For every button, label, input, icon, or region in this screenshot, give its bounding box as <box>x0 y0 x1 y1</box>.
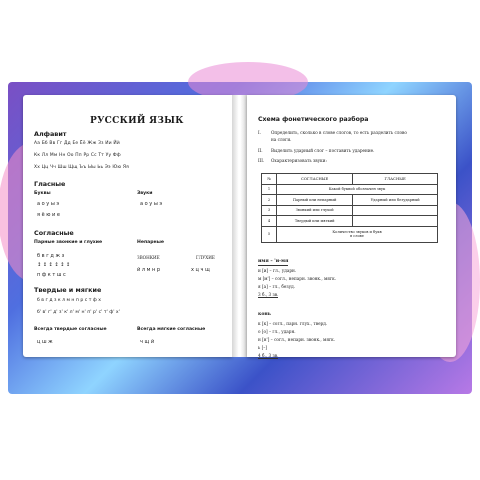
table-cell <box>353 205 438 216</box>
voiceless-label: ГЛУХИЕ <box>196 255 215 260</box>
always-soft-row: ч щ й <box>140 339 155 345</box>
table-header: № <box>262 174 277 185</box>
paired-voiceless-row: п ф к т ш с <box>37 272 66 278</box>
section-heading: Твердые и мягкие <box>34 286 102 294</box>
table-cell: Твердый или мягкий <box>277 216 353 227</box>
always-hard-row: ц ш ж <box>37 339 53 345</box>
section-heading: Согласные <box>34 229 74 237</box>
example-line: я [а] – гл., безуд. <box>258 284 295 289</box>
table-header: СОГЛАСНЫЕ <box>277 174 353 185</box>
sounds-row: а о у ы э <box>140 201 163 207</box>
unpaired-voiceless-row: х ц ч щ <box>191 267 210 273</box>
table-cell-line: Количество звуков и букв <box>332 230 382 234</box>
table-cell: Какой буквой обозначен звук <box>277 184 438 195</box>
table-cell: 1 <box>262 184 277 195</box>
voiced-label: ЗВОНКИЕ <box>137 255 160 260</box>
step-text: на слоги. <box>271 137 292 142</box>
table-cell: 3 <box>262 205 277 216</box>
table-cell <box>353 216 438 227</box>
table-row <box>262 205 438 216</box>
step-number: I. <box>258 130 261 135</box>
subheading: Звуки <box>137 191 153 196</box>
table-cell: Ударный или безударный <box>353 195 438 206</box>
example-line: о [о] – гл., ударн. <box>258 329 296 334</box>
step-text: Выделить ударный слог – поставить ударение. <box>271 148 375 153</box>
alphabet-row: Кк Лл Мм Нн Оо Пп Рр Сс Тт Уу Фф <box>34 153 121 158</box>
table-row <box>262 226 438 242</box>
unpaired-voiced-row: й л м н р <box>137 267 161 273</box>
example-word: конь <box>258 312 271 317</box>
phonetic-table <box>261 173 438 243</box>
step-text: Определить, сколько в слове слогов, то есть разделить слово <box>271 130 407 135</box>
step-number: III. <box>258 158 265 163</box>
example-word: имя – 'и-мя <box>258 259 289 264</box>
example-line: к [к] – согл., парн. глух., тверд. <box>258 321 328 326</box>
example-total: 4 б., 3 зв. <box>258 353 279 358</box>
table-cell: 2 <box>262 195 277 206</box>
subheading: Всегда твердые согласные <box>34 327 107 332</box>
paired-voiced-row: б в г д ж з <box>37 253 65 259</box>
table-cell: 4 <box>262 216 277 227</box>
subheading: Всегда мягкие согласные <box>137 327 206 332</box>
letters-row: я ё ю и е <box>37 212 60 218</box>
subheading: Буквы <box>34 191 51 196</box>
page-title: Схема фонетического разбора <box>258 116 369 123</box>
table-cell: Звонкий или глухой <box>277 205 353 216</box>
example-line: и [и] – гл., ударн. <box>258 268 297 273</box>
table-cell-line: в слове <box>350 234 364 238</box>
example-line: м [м'] – согл., непарн. звонк., мягк. <box>258 276 337 281</box>
letters-row: а о у ы э <box>37 201 60 207</box>
section-heading: Гласные <box>34 180 66 188</box>
table-header-row <box>262 174 438 185</box>
table-row <box>262 184 438 195</box>
section-heading: Алфавит <box>34 130 67 138</box>
example-line: ь [–] <box>258 345 267 350</box>
paired-arrows-row: ↕ ↕ ↕ ↕ ↕ ↕ <box>37 262 71 268</box>
step-number: II. <box>258 148 263 153</box>
subheading: Непарные <box>137 240 164 245</box>
table-cell <box>277 226 438 242</box>
step-text: Охарактеризовать звуки: <box>271 158 327 163</box>
soft-consonants-row: б' в' г' д' з' к' л' м' н' п' р' с' т' ф' х' <box>37 310 120 315</box>
table-row <box>262 216 438 227</box>
alphabet-row: Аа Бб Вв Гг Дд Ее Ёё Жж Зз Ии Йй <box>34 141 120 146</box>
table-cell: Парный или непарный <box>277 195 353 206</box>
example-total: 3 б., 3 зв. <box>258 292 279 297</box>
table-cell: 5 <box>262 226 277 242</box>
page-spine <box>232 95 247 357</box>
subheading: Парные звонкие и глухие <box>34 240 103 245</box>
hard-consonants-row: б в г д з к л м н п р с т ф х <box>37 298 101 303</box>
example-line: н [н'] – согл., непарн. звонк., мягк. <box>258 337 336 342</box>
page-title: РУССКИЙ ЯЗЫК <box>90 116 184 126</box>
table-header: ГЛАСНЫЕ <box>353 174 438 185</box>
alphabet-row: Хх Цц Чч Шш Щщ Ъъ Ыы Ьь Ээ Юю Яя <box>34 165 129 170</box>
table-row <box>262 195 438 206</box>
